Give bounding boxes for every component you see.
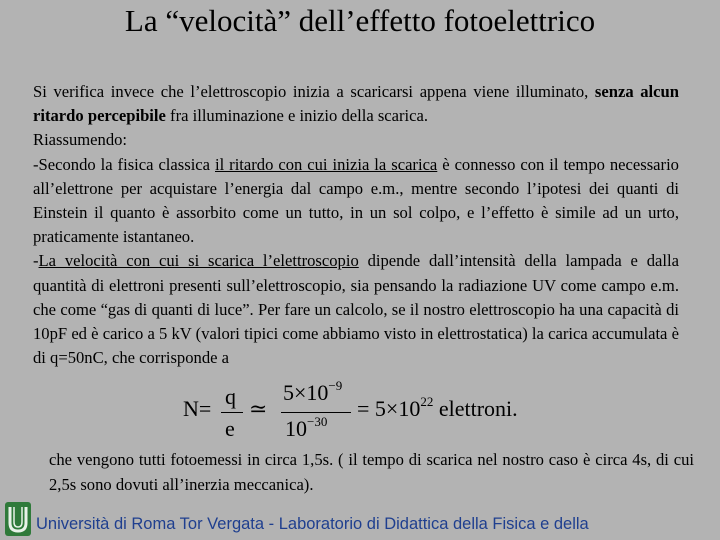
university-logo-icon	[4, 501, 32, 537]
paragraph-classical	[33, 153, 679, 250]
text-segment: Si verifica invece che l’elettroscopio inizia a scaricarsi appena viene illuminato,	[33, 82, 595, 101]
formula-denominator: e	[225, 416, 235, 441]
text-segment: -Secondo la fisica classica	[33, 154, 215, 174]
paragraph-summary-heading: Riassumendo:	[33, 130, 128, 150]
text-segment: fra illuminazione e inizio della scarica.	[165, 106, 429, 126]
underlined-phrase: il ritardo con cui inizia la scarica	[215, 154, 438, 174]
footer-credit: Università di Roma Tor Vergata - Laboratorio di Didattica della Fisica e della	[36, 515, 589, 533]
electron-count-formula	[183, 378, 553, 442]
formula-lhs: N=	[183, 396, 212, 421]
underlined-phrase: La velocità con cui si scarica l’elettroscopio	[38, 251, 359, 271]
formula-denominator-value: $10^{-30}$	[285, 414, 328, 441]
fraction-line	[221, 412, 243, 413]
slide-title: La “velocità” dell’effetto fotoelettrico	[124, 3, 596, 38]
formula-numerator: q	[225, 384, 236, 409]
body-text	[33, 80, 679, 370]
text-segment: è connesso con il tempo necessario all’elettrone per acquistare l’energia dal campo e.m., mentre secondo l’ipotesi dei quanti di Einstein il quanto è assorbito come un tutto, in un sol colpo, e l’effetto è simile ad un urto, praticamente istantaneo.	[33, 154, 679, 247]
formula-result: = $5\times 10^{22}$ elettroni.	[357, 394, 518, 421]
text-segment: dipende dall’intensità della lampada e dalla quantità di elettroni presenti sull’elettroscopio, sia pensando la radiazione UV come campo e.m. che come “gas di quanti di luce”. Per fare un calcolo, se il nostro elettroscopio ha una capacità di 10pF ed è carico a 5 kV (valori tipici come abbiamo visto in elettrostatica) la carica accumulata è di q=50nC, che corrisponde a	[33, 251, 679, 368]
paragraph-discharge-speed	[33, 249, 679, 370]
formula-numerator-value: $5\times 10^{-9}$	[283, 378, 343, 405]
text-segment: -	[33, 251, 39, 271]
paragraph-observation	[33, 80, 679, 128]
bold-emphasis: senza alcun ritardo percepibile	[33, 82, 679, 126]
formula-approx: ≃	[249, 396, 268, 421]
conclusion-text: che vengono tutti fotoemessi in circa 1,5s. ( il tempo di scarica nel nostro caso è circa 4s, di cui 2,5s sono dovuti all’inerzia meccanica).	[49, 450, 694, 494]
